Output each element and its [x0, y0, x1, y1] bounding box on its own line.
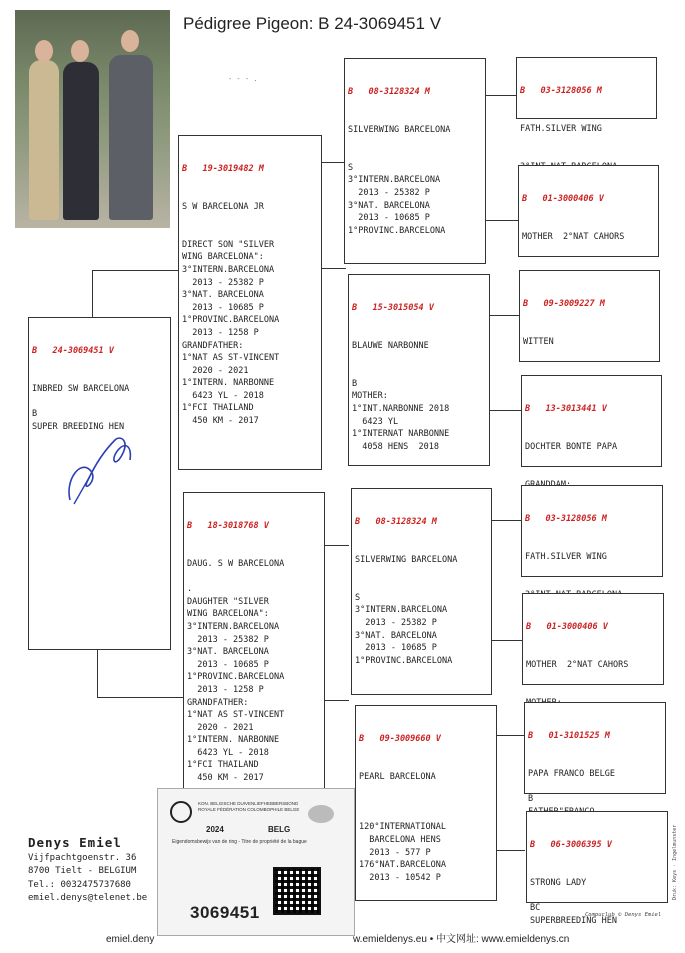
ancestor-mff-box: [521, 485, 663, 577]
connector: [323, 545, 349, 546]
signature: [60, 420, 140, 510]
page-title: Pédigree Pigeon: B 24-3069451 V: [183, 14, 442, 33]
breeder-email: emiel.denys@telenet.be: [28, 893, 148, 903]
ring-number: B 15-3015054 V: [352, 303, 434, 314]
connector: [484, 220, 518, 221]
father-box: [178, 135, 322, 470]
printer-credit: Druk: Keys · Ingelmunster: [672, 824, 678, 900]
ring-number: B 24-3069451 V: [32, 346, 114, 357]
connector: [323, 700, 349, 701]
qr-code-icon: [273, 867, 321, 915]
pigeon-details: PEARL BARCELONA 120°INTERNATIONAL BARCELONA HENS 2013 - 577 P 176°NAT.BARCELONA 2013 - 10542 P: [359, 771, 446, 883]
connector: [495, 735, 525, 736]
breeder-info: [28, 836, 147, 906]
ring-number: B 01-3000406 V: [522, 194, 604, 205]
pigeon-details: INBRED SW BARCELONA B SUPER BREEDING HEN: [32, 383, 130, 432]
breeder-city: 8700 Tielt - BELGIUM: [28, 866, 137, 876]
ring-number: B 08-3128324 M: [348, 87, 430, 98]
connector: [97, 648, 98, 698]
ancestor-mfm-box: [522, 593, 664, 685]
pigeon-details: BLAUWE NARBONNE B MOTHER: 1°INT.NARBONNE 2018 6423 YL 1°INTERNAT NARBONNE 4058 HENS 2018: [352, 340, 450, 452]
grandmother-paternal-box: [348, 274, 490, 466]
photo-dots: - - - .: [228, 75, 258, 83]
ring-number: B 18-3018768 V: [187, 521, 269, 532]
connector: [320, 162, 346, 163]
ancestor-fff-box: [516, 57, 657, 134]
ring-number: B 03-3128056 M: [525, 514, 607, 525]
pigeon-details: STRONG LADY BC SUPERBREEDING HEN: [530, 877, 617, 926]
connector: [484, 95, 518, 96]
breeder-street: Vijfpachtgoenstr. 36: [28, 852, 137, 863]
pigeon-details: FATH.SILVER WING: [525, 551, 607, 562]
pigeon-details: MOTHER 2°NAT CAHORS: [522, 231, 625, 242]
footer-email: emiel.deny: [106, 934, 155, 945]
ring-number: B 08-3128324 M: [355, 517, 437, 528]
pigeon-details: FATH.SILVER WING: [520, 123, 602, 134]
ring-number: B 19-3019482 M: [182, 164, 264, 175]
ring-number: B 13-3013441 V: [525, 404, 607, 415]
ancestor-fmf-box: [519, 270, 660, 362]
card-country: BELG: [268, 825, 291, 834]
pigeon-details: DOCHTER BONTE PAPA: [525, 441, 618, 452]
ancestor-fmm-box: [521, 375, 662, 467]
pigeon-details: SILVERWING BARCELONA S 3°INTERN.BARCELONA 2013 - 25382 P 3°NAT. BARCELONA 2013 - 10685 P 1°PROVINC.BARCELONA: [355, 554, 458, 666]
federation-name: KON. BELGISCHE DUIVENLIEFHEBBERSBOND ROYALE FÉDÉRATION COLOMBOPHILE BELGE: [198, 801, 300, 812]
software-credit: Compuclub © Denys Emiel: [585, 912, 662, 918]
pigeon-details: S W BARCELONA JR DIRECT SON "SILVER WING BARCELONA": 3°INTERN.BARCELONA 2013 - 25382 P 3°NAT. BARCELONA 2013 - 10685 P 1°PROVINC.BARCELONA 2013 - 1258 P GRANDFATHER: 1°NAT AS ST-VINCENT 2020 - 2021 1°INTERN. NARBONNE 6423 YL - 2018 1°FCI THAILAND 450 KM - 2017: [182, 201, 280, 427]
connector: [488, 315, 521, 316]
mother-box: [183, 492, 325, 800]
breeder-name: Denys Emiel: [28, 835, 122, 850]
connector: [488, 410, 521, 411]
ring-number: B 03-3128056 M: [520, 86, 602, 97]
card-ring-number: 3069451: [190, 903, 260, 922]
connector: [92, 270, 93, 320]
pigeon-logo-icon: [308, 805, 334, 823]
federation-logo-icon: [170, 801, 192, 823]
connector: [495, 850, 525, 851]
breeder-tel: Tel.: 0032475737680: [28, 879, 131, 890]
pigeon-details: WITTEN: [523, 336, 554, 347]
connector: [490, 520, 523, 521]
pigeon-details: DAUG. S W BARCELONA . DAUGHTER "SILVER WING BARCELONA": 3°INTERN.BARCELONA 2013 - 25382 P 3°NAT. BARCELONA 2013 - 10685 P 1°PROVINC.BARCELONA 2013 - 1258 P GRANDFATHER: 1°NAT AS ST-VINCENT 2020 - 2021 1°INTERN. NARBONNE 6423 YL - 2018 1°FCI THAILAND 450 KM - 2017: [187, 558, 285, 784]
footer-website: w.emieldenys.eu • 中文网址: www.emieldenys.cn: [353, 934, 570, 945]
connector: [320, 268, 346, 269]
ring-number: B 01-3000406 V: [526, 622, 608, 633]
card-year: 2024: [206, 825, 224, 834]
ancestor-mmf-box: [524, 702, 666, 805]
pigeon-details: SILVERWING BARCELONA S 3°INTERN.BARCELONA 2013 - 25382 P 3°NAT. BARCELONA 2013 - 10685 P 1°PROVINC.BARCELONA: [348, 124, 451, 236]
ring-number: B 09-3009227 M: [523, 299, 605, 310]
ring-ownership-card: [157, 788, 355, 936]
pigeon-details: MOTHER 2°NAT CAHORS: [526, 659, 629, 670]
pigeon-details: PAPA FRANCO BELGE B: [528, 768, 615, 805]
ancestor-ffm-box: [518, 165, 659, 257]
connector: [92, 270, 182, 271]
card-caption: Eigendomsbewijs van de ring - Titre de propriété de la bague: [172, 839, 307, 845]
grandfather-maternal-box: [351, 488, 492, 695]
ring-number: B 01-3101525 M: [528, 731, 610, 742]
ring-number: B 06-3006395 V: [530, 840, 612, 851]
ring-number: B 09-3009660 V: [359, 734, 441, 745]
connector: [490, 640, 523, 641]
breeder-photo: [15, 10, 170, 228]
grandmother-maternal-box: [355, 705, 497, 901]
grandfather-paternal-box: [344, 58, 486, 264]
connector: [97, 697, 187, 698]
